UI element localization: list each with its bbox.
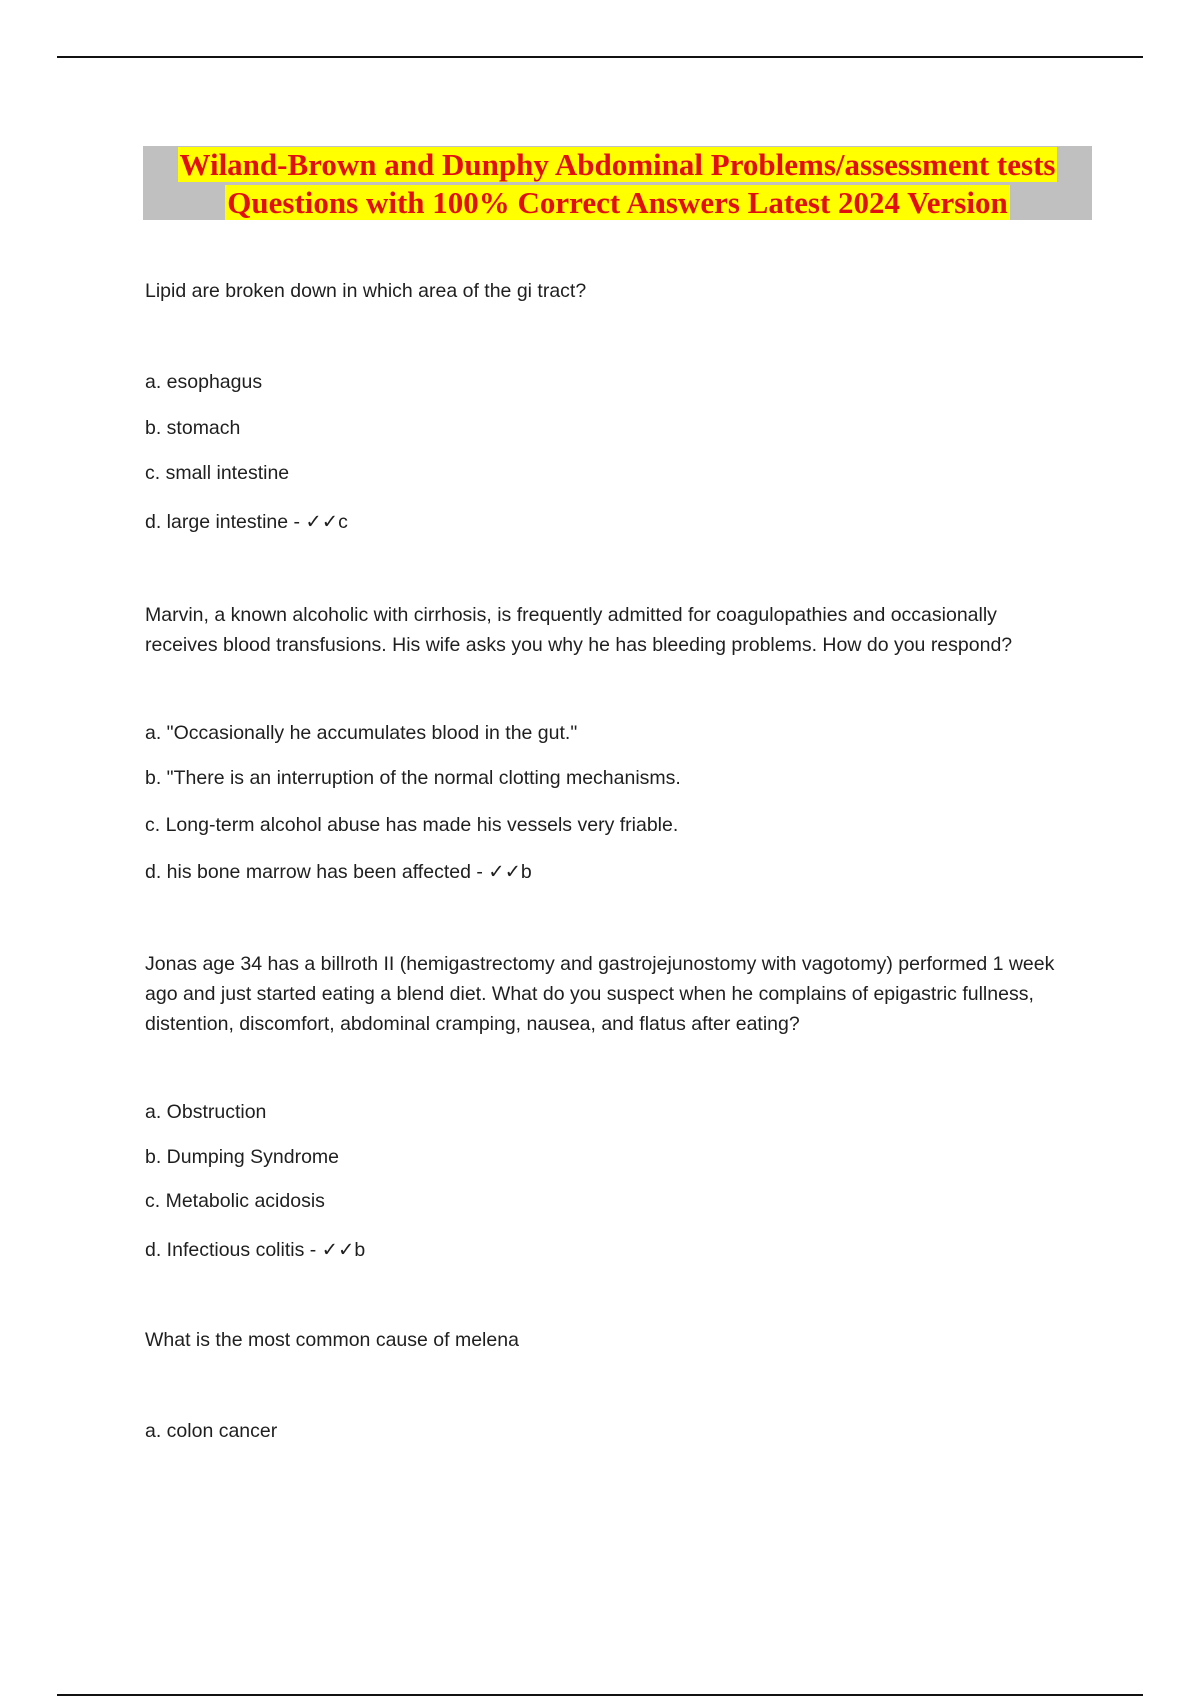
question-1-option-d: d. large intestine - ✓✓c bbox=[145, 511, 348, 533]
document-title bbox=[143, 146, 1092, 220]
question-1-option-a: a. esophagus bbox=[145, 371, 263, 393]
question-2-text: Marvin, a known alcoholic with cirrhosis, is frequently admitted for coagulopathies and occasionally receives blood transfusions. His wife asks you why he has bleeding problems. How do you respond? bbox=[145, 604, 1013, 656]
question-4-option-a: a. colon cancer bbox=[145, 1420, 278, 1442]
question-1-text: Lipid are broken down in which area of the gi tract? bbox=[145, 280, 587, 302]
question-2-option-b: b. "There is an interruption of the normal clotting mechanisms. bbox=[145, 767, 681, 789]
title-line-2: Questions with 100% Correct Answers Latest 2024 Version bbox=[227, 185, 1008, 220]
question-2-option-c: c. Long-term alcohol abuse has made his vessels very friable. bbox=[145, 814, 679, 836]
question-2-option-a: a. "Occasionally he accumulates blood in the gut." bbox=[145, 722, 578, 744]
title-line-1: Wiland-Brown and Dunphy Abdominal Problems/assessment tests bbox=[179, 147, 1056, 182]
top-rule bbox=[57, 56, 1143, 58]
question-1-option-c: c. small intestine bbox=[145, 462, 290, 484]
question-3-option-d: d. Infectious colitis - ✓✓b bbox=[145, 1239, 366, 1261]
question-4-text: What is the most common cause of melena bbox=[145, 1329, 519, 1351]
question-3-option-c: c. Metabolic acidosis bbox=[145, 1190, 325, 1212]
question-3-option-a: a. Obstruction bbox=[145, 1101, 267, 1123]
question-3-text: Jonas age 34 has a billroth II (hemigastrectomy and gastrojejunostomy with vagotomy) performed 1 week ago and just started eating a blend diet. What do you suspect when he complains of epigastric fullness, distention, discomfort, abdominal cramping, nausea, and flatus after eating? bbox=[145, 953, 1055, 1035]
question-3-option-b: b. Dumping Syndrome bbox=[145, 1146, 340, 1168]
question-2-option-d: d. his bone marrow has been affected - ✓✓b bbox=[145, 861, 532, 883]
bottom-rule bbox=[57, 1694, 1143, 1696]
question-1-option-b: b. stomach bbox=[145, 417, 241, 439]
